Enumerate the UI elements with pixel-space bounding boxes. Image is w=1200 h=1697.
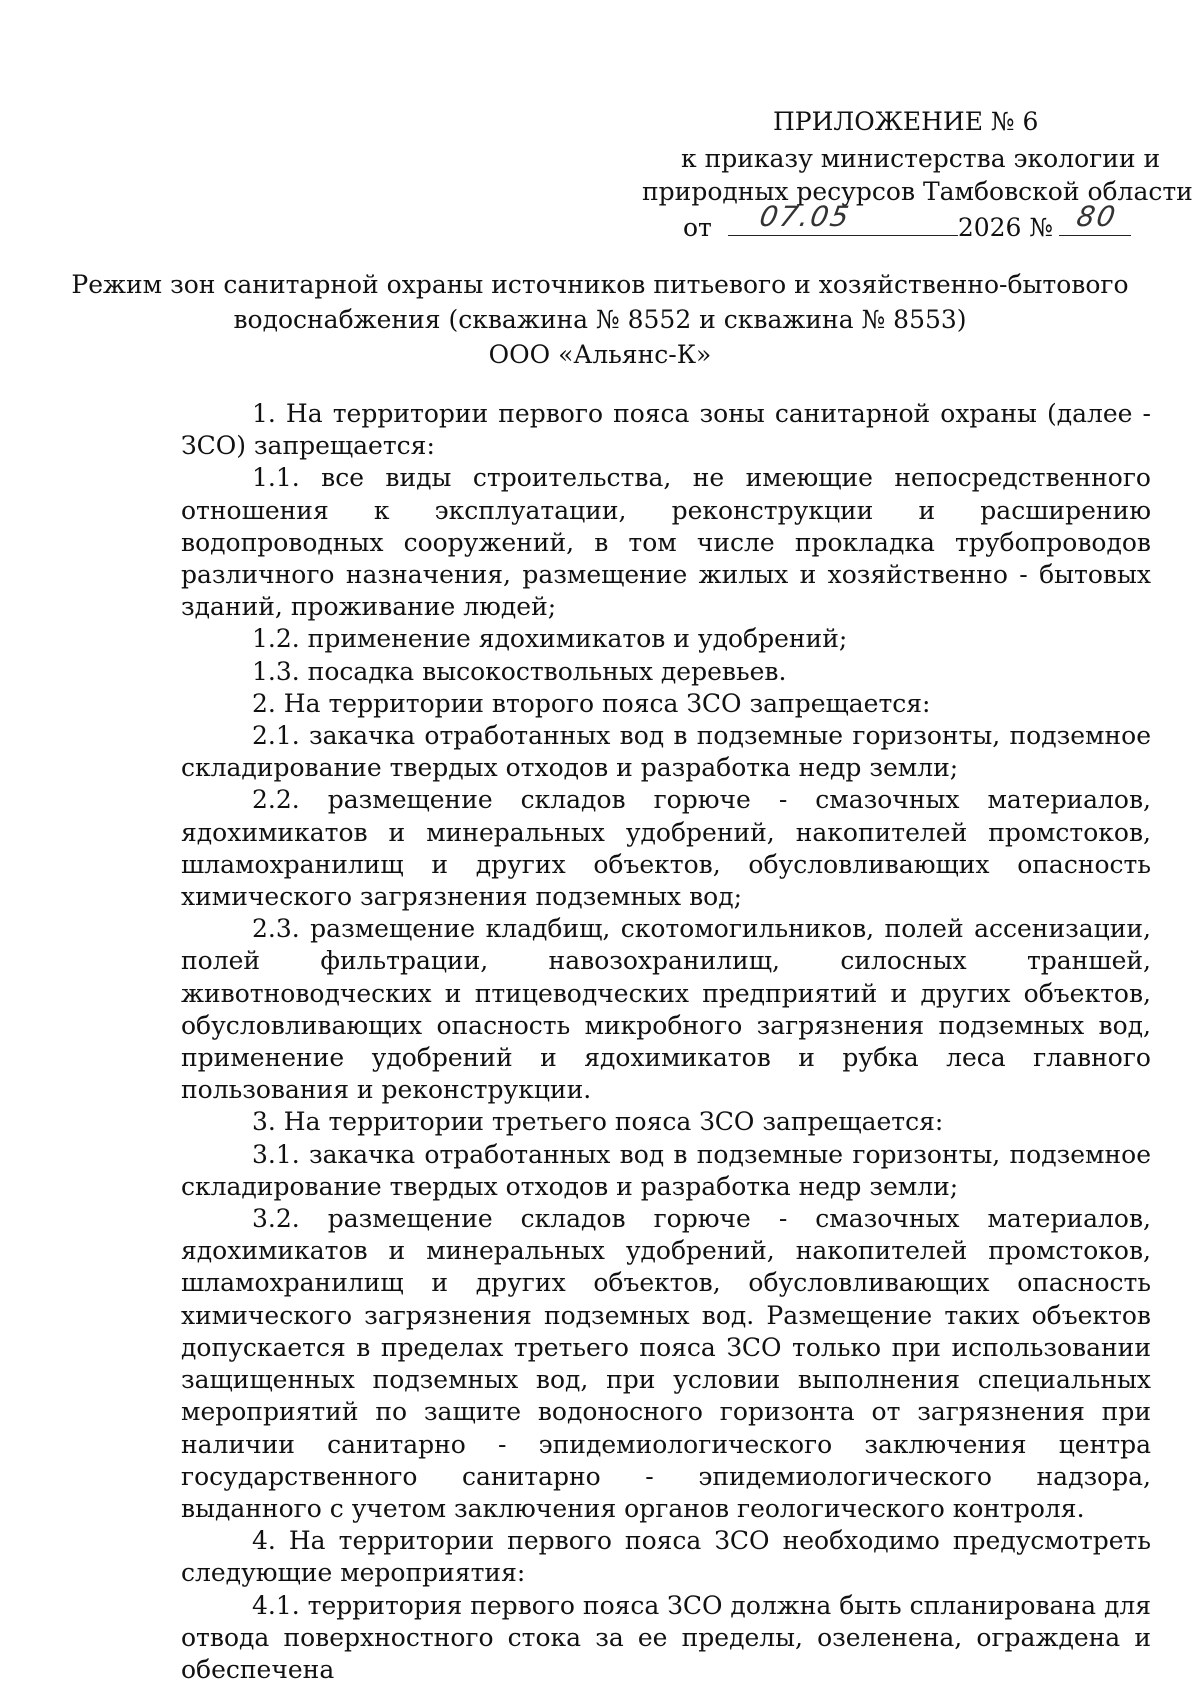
paragraph: 1. На территории первого пояса зоны санитарной охраны (далее - ЗСО) запрещается: [181,399,1151,461]
paragraph: 1.1. все виды строительства, не имеющие непосредственного отношения к эксплуатации, реконструкции и расширению водопроводных сооружений, в том числе прокладка трубопроводов различного назначения, размещение жилых и хозяйственно - бытовых зданий, проживание людей; [181,463,1151,622]
date-blank [728,200,958,236]
handwritten-number: 80 [1074,200,1120,233]
paragraph: 1.2. применение ядохимикатов и удобрений; [252,624,848,654]
document-heading-line-2: водоснабжения (скважина № 8552 и скважина № 8553) [233,305,967,334]
handwritten-date: 07.05 [757,200,854,233]
paragraph: 3. На территории третьего пояса ЗСО запрещается: [252,1107,944,1137]
paragraph: 2.1. закачка отработанных вод в подземные горизонты, подземное складирование твердых отходов и разработка недр земли; [181,721,1151,783]
appendix-title: ПРИЛОЖЕНИЕ № 6 [773,107,1039,136]
year-and-number-label: 2026 № [957,213,1054,242]
paragraph: 2.2. размещение складов горюче - смазочных материалов, ядохимикатов и минеральных удобрений, накопителей промстоков, шламохранилищ и других объектов, обусловливающих опасность химического загрязнения подземных вод; [181,785,1151,912]
appendix-ministry: природных ресурсов Тамбовской области [642,177,1193,206]
document-heading-line-3: ООО «Альянс-К» [488,340,712,369]
number-blank [1059,200,1131,236]
paragraph: 1.3. посадка высокоствольных деревьев. [252,656,787,686]
date-prefix: от [683,213,712,242]
appendix-order-reference: к приказу министерства экологии и [681,144,1161,173]
paragraph: 3.2. размещение складов горюче - смазочных материалов, ядохимикатов и минеральных удобрений, накопителей промстоков, шламохранилищ и других объектов, обусловливающих опасность химического загрязнения подземных вод. Размещение таких объектов допускается в пределах третьего пояса ЗСО только при использовании защищенных подземных вод, при условии выполнения специальных мероприятий по защите водоносного горизонта от загрязнения при наличии санитарно - эпидемиологического заключения центра государственного санитарно - эпидемиологического надзора, выданного с учетом заключения органов геологического контроля. [181,1204,1151,1523]
document-heading-line-1: Режим зон санитарной охраны источников питьевого и хозяйственно-бытового [71,270,1129,299]
document-body [181,398,1151,1686]
appendix-date-line [683,200,1131,244]
paragraph: 2. На территории второго пояса ЗСО запрещается: [252,688,931,718]
paragraph: 4.1. территория первого пояса ЗСО должна быть спланирована для отвода поверхностного стока за ее пределы, озеленена, ограждена и обеспечена [181,1590,1151,1684]
paragraph: 3.1. закачка отработанных вод в подземные горизонты, подземное складирование твердых отходов и разработка недр земли; [181,1139,1151,1201]
paragraph: 2.3. размещение кладбищ, скотомогильников, полей ассенизации, полей фильтрации, навозохранилищ, силосных траншей, животноводческих и птицеводческих предприятий и других объектов, обусловливающих опасность микробного загрязнения подземных вод, применение удобрений и ядохимикатов и рубка леса главного пользования и реконструкции. [181,914,1151,1105]
paragraph: 4. На территории первого пояса ЗСО необходимо предусмотреть следующие мероприятия: [181,1526,1151,1588]
